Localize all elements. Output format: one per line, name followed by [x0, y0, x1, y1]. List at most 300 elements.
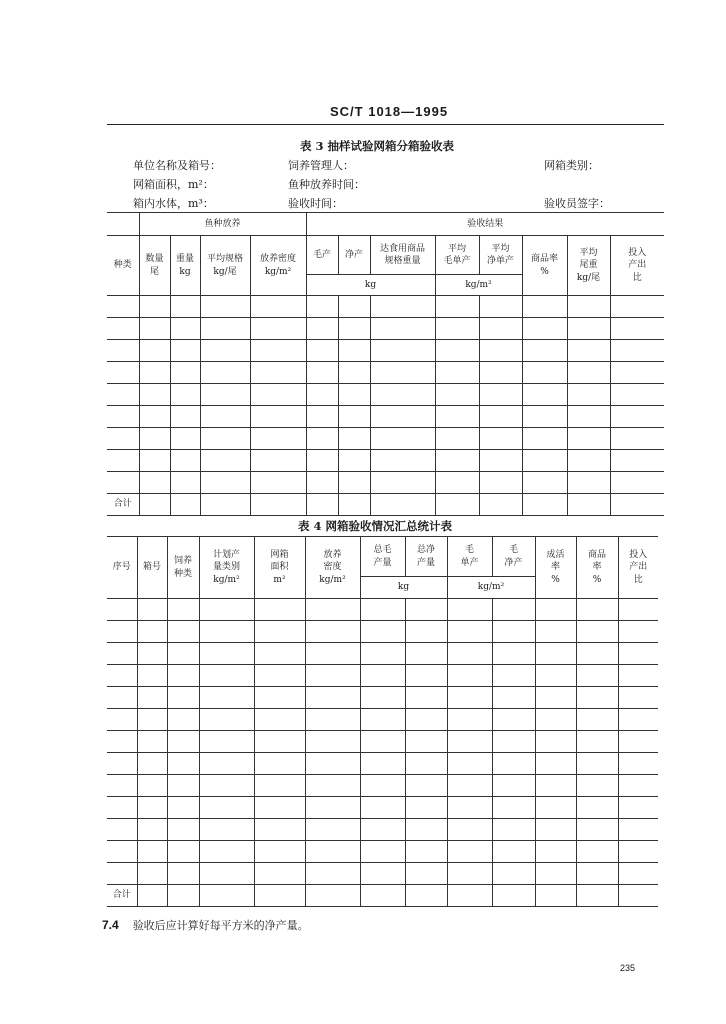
clause-number: 7.4	[102, 918, 119, 932]
table-cell	[306, 318, 338, 340]
unit-kgm2-label: kg/m²	[465, 279, 492, 290]
table-cell	[170, 340, 200, 362]
inspector-sign-label: 验收员签字：	[544, 197, 610, 210]
table-cell	[107, 775, 137, 797]
col-input-output	[610, 236, 664, 296]
table-cell	[170, 494, 200, 516]
table-cell	[535, 709, 576, 731]
group-stocking	[139, 213, 306, 236]
table-cell	[492, 643, 535, 665]
table-cell	[107, 472, 139, 494]
table-cell	[199, 819, 254, 841]
table-cell	[107, 406, 139, 428]
table-cell	[199, 643, 254, 665]
table-cell	[535, 841, 576, 863]
table-cell	[610, 494, 664, 516]
table-cell	[447, 687, 492, 709]
table3-body	[107, 296, 664, 494]
table-cell	[447, 709, 492, 731]
table-cell	[535, 753, 576, 775]
table-cell	[199, 797, 254, 819]
table-cell	[338, 318, 370, 340]
table-cell	[305, 621, 360, 643]
table-row	[107, 384, 664, 406]
table-cell	[435, 450, 479, 472]
t4-col-cage-no	[137, 537, 167, 599]
table-cell	[522, 340, 567, 362]
table-cell	[447, 863, 492, 885]
table-cell	[522, 384, 567, 406]
t4-col-species-label: 饲养 种类	[173, 556, 192, 579]
table-cell	[338, 428, 370, 450]
t4-col-cage-no-label: 箱号	[142, 562, 161, 573]
table-cell	[107, 318, 139, 340]
table-cell	[305, 819, 360, 841]
table-cell	[305, 863, 360, 885]
table-cell	[370, 472, 435, 494]
table-cell	[254, 819, 305, 841]
table-cell	[250, 296, 306, 318]
table-cell	[479, 318, 522, 340]
table-cell	[405, 643, 447, 665]
col-net	[338, 236, 370, 275]
cage-type-label: 网箱类别：	[544, 159, 599, 172]
col-avg-tail-weight	[567, 236, 610, 296]
table-cell	[618, 775, 658, 797]
col-avg-size	[200, 236, 250, 296]
table-cell	[137, 885, 167, 907]
table-cell	[306, 450, 338, 472]
table-cell	[137, 797, 167, 819]
table-row	[107, 687, 658, 709]
col-density	[250, 236, 306, 296]
table-cell	[305, 643, 360, 665]
table-cell	[535, 643, 576, 665]
water-volume-label: 箱内水体，m³：	[133, 197, 214, 210]
table-cell	[435, 340, 479, 362]
table-row	[107, 428, 664, 450]
table-cell	[535, 665, 576, 687]
table-cell	[250, 406, 306, 428]
table-cell	[167, 709, 199, 731]
table-cell	[250, 384, 306, 406]
table-cell	[447, 885, 492, 907]
table-cell	[567, 362, 610, 384]
table-cell	[370, 450, 435, 472]
table-cell	[107, 621, 137, 643]
table-cell	[435, 472, 479, 494]
table-cell	[360, 709, 405, 731]
table-row	[107, 340, 664, 362]
table-cell	[338, 340, 370, 362]
table-cell	[167, 643, 199, 665]
table-cell	[435, 406, 479, 428]
table3	[107, 212, 664, 516]
table-cell	[306, 340, 338, 362]
table-row	[107, 797, 658, 819]
table-cell	[576, 687, 618, 709]
table-cell	[535, 885, 576, 907]
table-cell	[522, 318, 567, 340]
table-row	[107, 318, 664, 340]
table-cell	[360, 819, 405, 841]
table-cell	[139, 472, 170, 494]
table4-body	[107, 599, 658, 885]
table-cell	[167, 885, 199, 907]
table-cell	[167, 775, 199, 797]
table-row	[107, 665, 658, 687]
table-cell	[492, 775, 535, 797]
table-cell	[535, 621, 576, 643]
table-cell	[139, 428, 170, 450]
table-cell	[167, 731, 199, 753]
table-row	[107, 863, 658, 885]
table-cell	[250, 340, 306, 362]
table-cell	[360, 687, 405, 709]
table-cell	[535, 731, 576, 753]
t4-col-survival	[535, 537, 576, 599]
table-row	[107, 362, 664, 384]
t4-col-area-label: 网箱 面积 m²	[270, 550, 289, 585]
table-cell	[306, 472, 338, 494]
table-cell	[492, 863, 535, 885]
table-cell	[618, 753, 658, 775]
table-cell	[610, 362, 664, 384]
table-cell	[137, 599, 167, 621]
table-cell	[576, 709, 618, 731]
col-weight	[170, 236, 200, 296]
table-cell	[576, 621, 618, 643]
table-cell	[522, 428, 567, 450]
table-cell	[576, 775, 618, 797]
table-cell	[447, 797, 492, 819]
table-cell	[305, 775, 360, 797]
table-cell	[305, 885, 360, 907]
col-species	[107, 236, 139, 296]
table-cell	[137, 819, 167, 841]
table-cell	[576, 753, 618, 775]
table-cell	[567, 406, 610, 428]
table-cell	[338, 406, 370, 428]
table-cell	[107, 450, 139, 472]
table-cell	[338, 494, 370, 516]
table-cell	[447, 841, 492, 863]
header-rule	[107, 124, 664, 125]
table-cell	[199, 775, 254, 797]
table-cell	[200, 450, 250, 472]
table-cell	[492, 753, 535, 775]
table-cell	[170, 406, 200, 428]
table-cell	[567, 428, 610, 450]
table-cell	[199, 841, 254, 863]
table-row	[107, 731, 658, 753]
table-cell	[254, 797, 305, 819]
table-cell	[522, 494, 567, 516]
table-cell	[618, 665, 658, 687]
table-cell	[338, 296, 370, 318]
table-cell	[405, 863, 447, 885]
table-cell	[522, 450, 567, 472]
table-cell	[360, 775, 405, 797]
table-cell	[618, 841, 658, 863]
table-cell	[567, 494, 610, 516]
table-cell	[479, 494, 522, 516]
col-avg-gross-label: 平均 毛单产	[443, 243, 471, 266]
table-cell	[492, 687, 535, 709]
table-cell	[522, 362, 567, 384]
table-cell	[200, 362, 250, 384]
col-density-label: 放养密度 kg/m²	[260, 254, 297, 277]
table-cell	[139, 450, 170, 472]
table-cell	[370, 428, 435, 450]
table-cell	[139, 406, 170, 428]
table-cell	[199, 885, 254, 907]
table-cell	[137, 665, 167, 687]
table-cell	[405, 753, 447, 775]
table-cell	[137, 841, 167, 863]
table-cell	[567, 296, 610, 318]
t4-col-total-gross-label: 总毛 产量	[373, 545, 392, 568]
table-cell	[405, 797, 447, 819]
table-cell	[170, 450, 200, 472]
table-cell	[167, 687, 199, 709]
col-net-label: 净产	[345, 249, 364, 260]
table-cell	[447, 731, 492, 753]
t4-col-species	[167, 537, 199, 599]
col-avg-net	[479, 236, 522, 275]
table-cell	[370, 296, 435, 318]
table-cell	[618, 599, 658, 621]
table-row	[107, 296, 664, 318]
table-cell	[618, 621, 658, 643]
table-cell	[200, 318, 250, 340]
table-row	[107, 450, 664, 472]
page-number: 235	[620, 963, 636, 973]
table-cell	[107, 362, 139, 384]
t4-col-seq	[107, 537, 137, 599]
table-cell	[306, 384, 338, 406]
table-cell	[199, 753, 254, 775]
table-cell	[107, 731, 137, 753]
table-cell	[567, 472, 610, 494]
table-cell	[107, 709, 137, 731]
table-cell	[492, 709, 535, 731]
table3-caption: 表 3 抽样试验网箱分箱验收表	[300, 139, 455, 153]
t4-col-input-output	[618, 537, 658, 599]
table-cell	[254, 599, 305, 621]
table-cell	[610, 450, 664, 472]
table-cell	[492, 665, 535, 687]
table-cell	[305, 687, 360, 709]
table-cell	[338, 450, 370, 472]
table-cell	[492, 841, 535, 863]
table-cell	[167, 599, 199, 621]
table-cell	[567, 340, 610, 362]
table-cell	[405, 687, 447, 709]
table-cell	[535, 863, 576, 885]
table-cell	[167, 819, 199, 841]
col-input-output-label: 投入 产出 比	[628, 248, 647, 283]
t4-col-net-unit-label: 毛 净产	[504, 545, 523, 568]
table-cell	[199, 599, 254, 621]
table-cell	[576, 643, 618, 665]
table-cell	[200, 340, 250, 362]
table-cell	[447, 775, 492, 797]
cage-area-label: 网箱面积，m²：	[133, 178, 214, 191]
col-species-label: 种类	[113, 260, 132, 271]
table-cell	[610, 318, 664, 340]
table-cell	[492, 797, 535, 819]
table-cell	[254, 643, 305, 665]
table-cell	[137, 643, 167, 665]
table-row	[107, 599, 658, 621]
t4-col-net-unit	[492, 537, 535, 577]
table-cell	[200, 296, 250, 318]
table-cell	[435, 494, 479, 516]
t4-col-total-net	[405, 537, 447, 577]
t4-col-input-output-label: 投入 产出 比	[629, 550, 648, 585]
standard-number: SC/T 1018—1995	[330, 104, 449, 119]
clause-7-4	[102, 917, 309, 933]
table-cell	[107, 863, 137, 885]
table-cell	[447, 621, 492, 643]
table-cell	[576, 841, 618, 863]
table-cell	[576, 885, 618, 907]
table-cell	[360, 643, 405, 665]
table-cell	[370, 318, 435, 340]
t4-unit-kgm2	[447, 577, 535, 599]
col-avg-gross	[435, 236, 479, 275]
table4	[107, 536, 658, 907]
table-cell	[360, 841, 405, 863]
table-cell	[107, 428, 139, 450]
table-cell	[479, 340, 522, 362]
t4-unit-kg-label: kg	[397, 582, 410, 593]
col-gross-label: 毛产	[313, 249, 332, 260]
acceptance-time-label: 验收时间：	[288, 197, 343, 210]
table-row	[107, 841, 658, 863]
table-cell	[360, 621, 405, 643]
table3-total-label: 合计	[113, 499, 132, 510]
table-row	[107, 753, 658, 775]
table-cell	[370, 406, 435, 428]
table-cell	[199, 621, 254, 643]
table-cell	[199, 709, 254, 731]
t4-col-gross-unit-label: 毛 单产	[460, 545, 479, 568]
col-commodity-rate-label: 商品率 %	[531, 254, 559, 277]
table-cell	[250, 472, 306, 494]
table-cell	[305, 665, 360, 687]
table-row	[107, 775, 658, 797]
t4-col-gross-unit	[447, 537, 492, 577]
table-row	[107, 643, 658, 665]
group-result	[306, 213, 664, 236]
table-row	[107, 621, 658, 643]
table-cell	[447, 819, 492, 841]
table-row	[107, 709, 658, 731]
t4-col-commodity	[576, 537, 618, 599]
table-cell	[306, 406, 338, 428]
col-avg-net-label: 平均 净单产	[487, 243, 515, 266]
table-cell	[139, 340, 170, 362]
table-cell	[199, 731, 254, 753]
table-cell	[254, 863, 305, 885]
table-cell	[167, 841, 199, 863]
col-gross	[306, 236, 338, 275]
table-cell	[338, 362, 370, 384]
table-cell	[522, 406, 567, 428]
table-cell	[360, 863, 405, 885]
table-cell	[338, 472, 370, 494]
t4-col-plan-type-label: 计划产 量类别 kg/m²	[212, 550, 240, 585]
table-cell	[107, 643, 137, 665]
table-cell	[492, 599, 535, 621]
t4-col-survival-label: 成活 率 %	[546, 550, 565, 585]
table-cell	[479, 472, 522, 494]
table-cell	[492, 731, 535, 753]
table-cell	[405, 731, 447, 753]
table-cell	[610, 428, 664, 450]
table4-total-label: 合计	[112, 890, 131, 901]
col-avg-size-label: 平均规格 kg/尾	[206, 254, 243, 277]
table-cell	[170, 384, 200, 406]
table-cell	[405, 599, 447, 621]
table-cell	[250, 362, 306, 384]
table-cell	[405, 841, 447, 863]
table-cell	[447, 665, 492, 687]
table-cell	[250, 494, 306, 516]
table-cell	[305, 797, 360, 819]
table-cell	[107, 384, 139, 406]
table-cell	[522, 472, 567, 494]
table-cell	[254, 621, 305, 643]
table-cell	[250, 428, 306, 450]
table-cell	[567, 384, 610, 406]
table-cell	[306, 362, 338, 384]
table-cell	[170, 428, 200, 450]
table-cell	[199, 863, 254, 885]
table-cell	[618, 863, 658, 885]
table-cell	[618, 643, 658, 665]
table-cell	[618, 885, 658, 907]
table-cell	[107, 599, 137, 621]
group-stocking-label: 鱼种放养	[204, 218, 241, 229]
table-cell	[576, 731, 618, 753]
table-cell	[137, 709, 167, 731]
unit-name-label: 单位名称及箱号：	[133, 159, 221, 172]
table-cell	[370, 384, 435, 406]
table-cell	[137, 731, 167, 753]
table-cell	[535, 797, 576, 819]
table-cell	[435, 384, 479, 406]
table-cell	[254, 753, 305, 775]
t4-col-total-gross	[360, 537, 405, 577]
table-cell	[200, 428, 250, 450]
stocking-time-label: 鱼种放养时间：	[288, 178, 365, 191]
table-cell	[107, 841, 137, 863]
table-cell	[618, 709, 658, 731]
table-cell	[360, 599, 405, 621]
table-cell	[306, 494, 338, 516]
table-cell	[576, 665, 618, 687]
table-cell	[254, 665, 305, 687]
t4-unit-kg	[360, 577, 447, 599]
t4-col-area	[254, 537, 305, 599]
table-cell	[370, 362, 435, 384]
t4-col-seq-label: 序号	[112, 562, 131, 573]
table-cell	[139, 296, 170, 318]
table-row	[107, 406, 664, 428]
